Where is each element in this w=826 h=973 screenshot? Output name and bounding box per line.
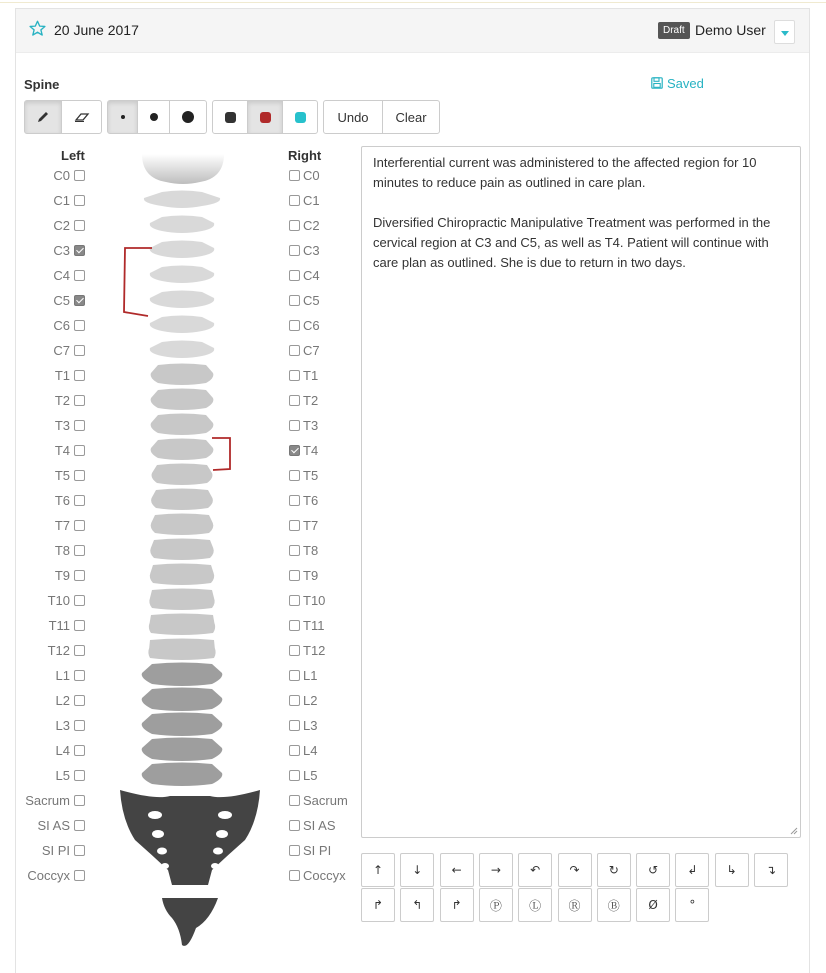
vertebra-t4	[151, 439, 214, 461]
left-checkbox-t6[interactable]	[74, 495, 85, 506]
vertebra-t7	[151, 514, 214, 536]
right-checkbox-t2[interactable]	[289, 395, 300, 406]
spine-illustration[interactable]	[100, 150, 280, 950]
left-level-label-c6: C6	[53, 318, 70, 333]
right-checkbox-c5[interactable]	[289, 295, 300, 306]
left-level-label-c4: C4	[53, 268, 70, 283]
left-level-label-t1: T1	[54, 368, 70, 383]
right-checkbox-c3[interactable]	[289, 245, 300, 256]
symbol-button-3[interactable]: ←	[440, 853, 474, 887]
right-checkbox-c4[interactable]	[289, 270, 300, 281]
left-level-label-c0: C0	[53, 168, 70, 183]
right-checkbox-t5[interactable]	[289, 470, 300, 481]
left-level-label-t12: T12	[47, 643, 70, 658]
left-checkbox-c7[interactable]	[74, 345, 85, 356]
left-checkbox-t9[interactable]	[74, 570, 85, 581]
symbol-button-15[interactable]: Ⓟ	[479, 888, 513, 922]
symbol-button-1[interactable]: ↑	[361, 853, 395, 887]
right-checkbox-t10[interactable]	[289, 595, 300, 606]
right-checkbox-c6[interactable]	[289, 320, 300, 331]
vertebra-c2	[150, 216, 215, 234]
left-checkbox-t8[interactable]	[74, 545, 85, 556]
note-header	[16, 9, 809, 53]
right-checkbox-si-pi[interactable]	[289, 845, 300, 856]
right-level-label-l3: L3	[303, 718, 318, 733]
right-checkbox-c1[interactable]	[289, 195, 300, 206]
right-checkbox-l5[interactable]	[289, 770, 300, 781]
right-level-label-t1: T1	[303, 368, 319, 383]
symbol-button-19[interactable]: Ø	[636, 888, 670, 922]
vertebra-t6	[151, 489, 213, 511]
user-menu-dropdown-button[interactable]	[774, 20, 795, 44]
right-level-label-l5: L5	[303, 768, 318, 783]
resize-handle-icon[interactable]	[790, 827, 798, 835]
right-checkbox-t8[interactable]	[289, 545, 300, 556]
status-badge: Draft	[658, 22, 690, 39]
symbol-button-13[interactable]: ↰	[400, 888, 434, 922]
star-icon[interactable]	[29, 20, 46, 37]
saved-label: Saved	[667, 76, 704, 91]
vertebra-c7	[150, 341, 215, 359]
right-level-label-l4: L4	[303, 743, 318, 758]
left-level-label-l5: L5	[55, 768, 70, 783]
left-checkbox-t1[interactable]	[74, 370, 85, 381]
symbol-button-12[interactable]: ↱	[361, 888, 395, 922]
symbol-button-16[interactable]: Ⓛ	[518, 888, 552, 922]
right-column-header: Right	[288, 148, 322, 163]
left-checkbox-si-pi[interactable]	[74, 845, 85, 856]
left-level-label-c5: C5	[53, 293, 70, 308]
right-checkbox-t7[interactable]	[289, 520, 300, 531]
left-level-label-t7: T7	[54, 518, 70, 533]
left-checkbox-l2[interactable]	[74, 695, 85, 706]
left-level-label-c2: C2	[53, 218, 70, 233]
left-checkbox-t10[interactable]	[74, 595, 85, 606]
vertebrae	[142, 191, 223, 787]
left-level-label-c3: C3	[53, 243, 70, 258]
saved-status	[651, 76, 704, 91]
right-level-label-c5: C5	[303, 293, 320, 308]
symbol-button-11[interactable]: ↴	[754, 853, 788, 887]
left-checkbox-si-as[interactable]	[74, 820, 85, 831]
vertebra-t10	[149, 589, 214, 611]
left-level-label-l3: L3	[55, 718, 70, 733]
color-black-button[interactable]	[212, 100, 248, 134]
vertebra-c3	[150, 241, 215, 259]
symbol-button-9[interactable]: ↲	[675, 853, 709, 887]
left-level-label-l2: L2	[55, 693, 70, 708]
top-border	[0, 0, 826, 3]
eraser-icon	[74, 111, 90, 123]
right-checkbox-t6[interactable]	[289, 495, 300, 506]
left-level-label-t11: T11	[48, 618, 70, 633]
right-checkbox-c2[interactable]	[289, 220, 300, 231]
size-large-button[interactable]	[169, 100, 207, 134]
left-level-label-l1: L1	[55, 668, 70, 683]
notes-paragraph-2: Diversified Chiropractic Manipulative Treatment was performed in the cervical region at C3 and C5, as well as T4. Patient will continue with care plan as outlined. She is due to return in two days.	[373, 215, 771, 270]
left-checkbox-c0[interactable]	[74, 170, 85, 181]
right-checkbox-l3[interactable]	[289, 720, 300, 731]
symbol-button-20[interactable]: °	[675, 888, 709, 922]
symbol-button-6[interactable]: ↷	[558, 853, 592, 887]
right-checkbox-l2[interactable]	[289, 695, 300, 706]
right-level-label-t6: T6	[303, 493, 319, 508]
symbol-button-2[interactable]: ↓	[400, 853, 434, 887]
symbol-button-10[interactable]: ↳	[715, 853, 749, 887]
pencil-icon	[36, 110, 50, 124]
large-dot-icon	[182, 111, 194, 123]
vertebra-t1	[151, 364, 214, 386]
right-level-label-si-as: SI AS	[303, 818, 336, 833]
left-checkbox-c5[interactable]	[74, 295, 85, 306]
vertebra-l1	[142, 663, 223, 687]
color-swatch-red	[260, 112, 271, 123]
left-column-header: Left	[61, 148, 85, 163]
left-level-label-t6: T6	[54, 493, 70, 508]
right-level-label-c7: C7	[303, 343, 320, 358]
save-disk-icon	[651, 77, 663, 89]
left-checkbox-l1[interactable]	[74, 670, 85, 681]
right-level-label-t2: T2	[303, 393, 319, 408]
left-level-label-t9: T9	[54, 568, 70, 583]
right-level-label-c6: C6	[303, 318, 320, 333]
left-level-label-t5: T5	[54, 468, 70, 483]
right-level-label-c4: C4	[303, 268, 320, 283]
left-level-label-t8: T8	[54, 543, 70, 558]
color-red-button[interactable]	[247, 100, 283, 134]
left-level-label-t10: T10	[47, 593, 70, 608]
left-level-label-coccyx: Coccyx	[27, 868, 70, 883]
left-checkbox-c2[interactable]	[74, 220, 85, 231]
vertebra-t12	[148, 639, 215, 661]
vertebra-c6	[150, 316, 215, 334]
size-small-button[interactable]	[107, 100, 138, 134]
eraser-tool-button[interactable]	[61, 100, 102, 134]
left-checkbox-c6[interactable]	[74, 320, 85, 331]
left-checkbox-t12[interactable]	[74, 645, 85, 656]
right-checkbox-t11[interactable]	[289, 620, 300, 631]
left-checkbox-coccyx[interactable]	[74, 870, 85, 881]
right-checkbox-t12[interactable]	[289, 645, 300, 656]
vertebra-l5	[142, 763, 223, 787]
right-level-label-l1: L1	[303, 668, 318, 683]
left-level-label-si-as: SI AS	[37, 818, 70, 833]
vertebra-t9	[150, 564, 214, 586]
left-checkbox-t3[interactable]	[74, 420, 85, 431]
left-level-label-l4: L4	[55, 743, 70, 758]
right-checkbox-coccyx[interactable]	[289, 870, 300, 881]
vertebra-l3	[142, 713, 223, 737]
right-level-label-t9: T9	[303, 568, 319, 583]
symbol-button-5[interactable]: ↶	[518, 853, 552, 887]
vertebra-c1	[144, 191, 220, 209]
color-swatch-teal	[295, 112, 306, 123]
color-teal-button[interactable]	[282, 100, 318, 134]
right-checkbox-c0[interactable]	[289, 170, 300, 181]
vertebra-t8	[150, 539, 214, 561]
left-level-label-si-pi: SI PI	[41, 843, 70, 858]
vertebra-t3	[151, 414, 214, 436]
right-checkbox-c7[interactable]	[289, 345, 300, 356]
left-checkbox-l5[interactable]	[74, 770, 85, 781]
right-checkbox-sacrum[interactable]	[289, 795, 300, 806]
color-swatch-black	[225, 112, 236, 123]
right-level-label-coccyx: Coccyx	[303, 868, 346, 883]
right-level-label-t4: T4	[303, 443, 319, 458]
user-name: Demo User	[695, 22, 766, 38]
right-level-label-c0: C0	[303, 168, 320, 183]
symbol-button-18[interactable]: Ⓑ	[597, 888, 631, 922]
right-level-label-t5: T5	[303, 468, 319, 483]
left-checkbox-c1[interactable]	[74, 195, 85, 206]
vertebra-c4	[150, 266, 215, 284]
right-checkbox-l4[interactable]	[289, 745, 300, 756]
left-checkbox-l3[interactable]	[74, 720, 85, 731]
left-checkbox-t11[interactable]	[74, 620, 85, 631]
right-level-label-sacrum: Sacrum	[303, 793, 348, 808]
left-level-label-t2: T2	[54, 393, 70, 408]
pencil-tool-button[interactable]	[24, 100, 62, 134]
medium-dot-icon	[150, 113, 158, 121]
left-checkbox-t2[interactable]	[74, 395, 85, 406]
left-checkbox-t5[interactable]	[74, 470, 85, 481]
left-checkbox-t7[interactable]	[74, 520, 85, 531]
vertebra-t11	[149, 614, 215, 636]
left-checkbox-sacrum[interactable]	[74, 795, 85, 806]
right-level-label-c3: C3	[303, 243, 320, 258]
left-checkbox-t4[interactable]	[74, 445, 85, 456]
left-level-label-c7: C7	[53, 343, 70, 358]
note-date: 20 June 2017	[54, 22, 139, 38]
right-checkbox-t3[interactable]	[289, 420, 300, 431]
sacrum	[120, 790, 260, 885]
notes-paragraph-1: Interferential current was administered to the affected region for 10 minutes to reduce pain as outlined in care plan.	[373, 155, 757, 190]
symbol-button-17[interactable]: Ⓡ	[558, 888, 592, 922]
annotation-cervical	[124, 248, 152, 316]
right-level-label-c1: C1	[303, 193, 320, 208]
right-checkbox-t4[interactable]	[289, 445, 300, 456]
clear-button[interactable]: Clear	[382, 100, 440, 134]
left-checkbox-c4[interactable]	[74, 270, 85, 281]
vertebra-l2	[142, 688, 223, 712]
left-level-label-t3: T3	[54, 418, 70, 433]
size-medium-button[interactable]	[137, 100, 170, 134]
right-checkbox-t9[interactable]	[289, 570, 300, 581]
vertebra-l4	[142, 738, 223, 762]
right-level-label-si-pi: SI PI	[303, 843, 332, 858]
vertebra-c5	[150, 291, 215, 309]
symbol-button-14[interactable]: ↱	[440, 888, 474, 922]
right-level-label-t12: T12	[303, 643, 326, 658]
small-dot-icon	[121, 115, 125, 119]
section-title: Spine	[24, 77, 60, 92]
right-checkbox-si-as[interactable]	[289, 820, 300, 831]
undo-button[interactable]: Undo	[323, 100, 383, 134]
right-level-label-t7: T7	[303, 518, 319, 533]
right-level-label-c2: C2	[303, 218, 320, 233]
symbol-button-7[interactable]: ↻	[597, 853, 631, 887]
left-checkbox-l4[interactable]	[74, 745, 85, 756]
right-level-label-t11: T11	[303, 618, 325, 633]
left-level-label-sacrum: Sacrum	[25, 793, 70, 808]
right-level-label-t10: T10	[303, 593, 326, 608]
left-level-label-c1: C1	[53, 193, 70, 208]
vertebra-t2	[151, 389, 214, 411]
notes-textarea[interactable]	[361, 146, 801, 838]
coccyx	[162, 898, 218, 946]
skull-base	[142, 154, 224, 184]
annotation-thoracic	[212, 438, 230, 470]
left-checkbox-c3[interactable]	[74, 245, 85, 256]
right-level-label-l2: L2	[303, 693, 318, 708]
right-checkbox-l1[interactable]	[289, 670, 300, 681]
right-level-label-t3: T3	[303, 418, 319, 433]
symbol-button-4[interactable]: →	[479, 853, 513, 887]
symbol-button-8[interactable]: ↺	[636, 853, 670, 887]
right-checkbox-t1[interactable]	[289, 370, 300, 381]
left-level-label-t4: T4	[54, 443, 70, 458]
right-level-label-t8: T8	[303, 543, 319, 558]
vertebra-t5	[152, 464, 213, 486]
